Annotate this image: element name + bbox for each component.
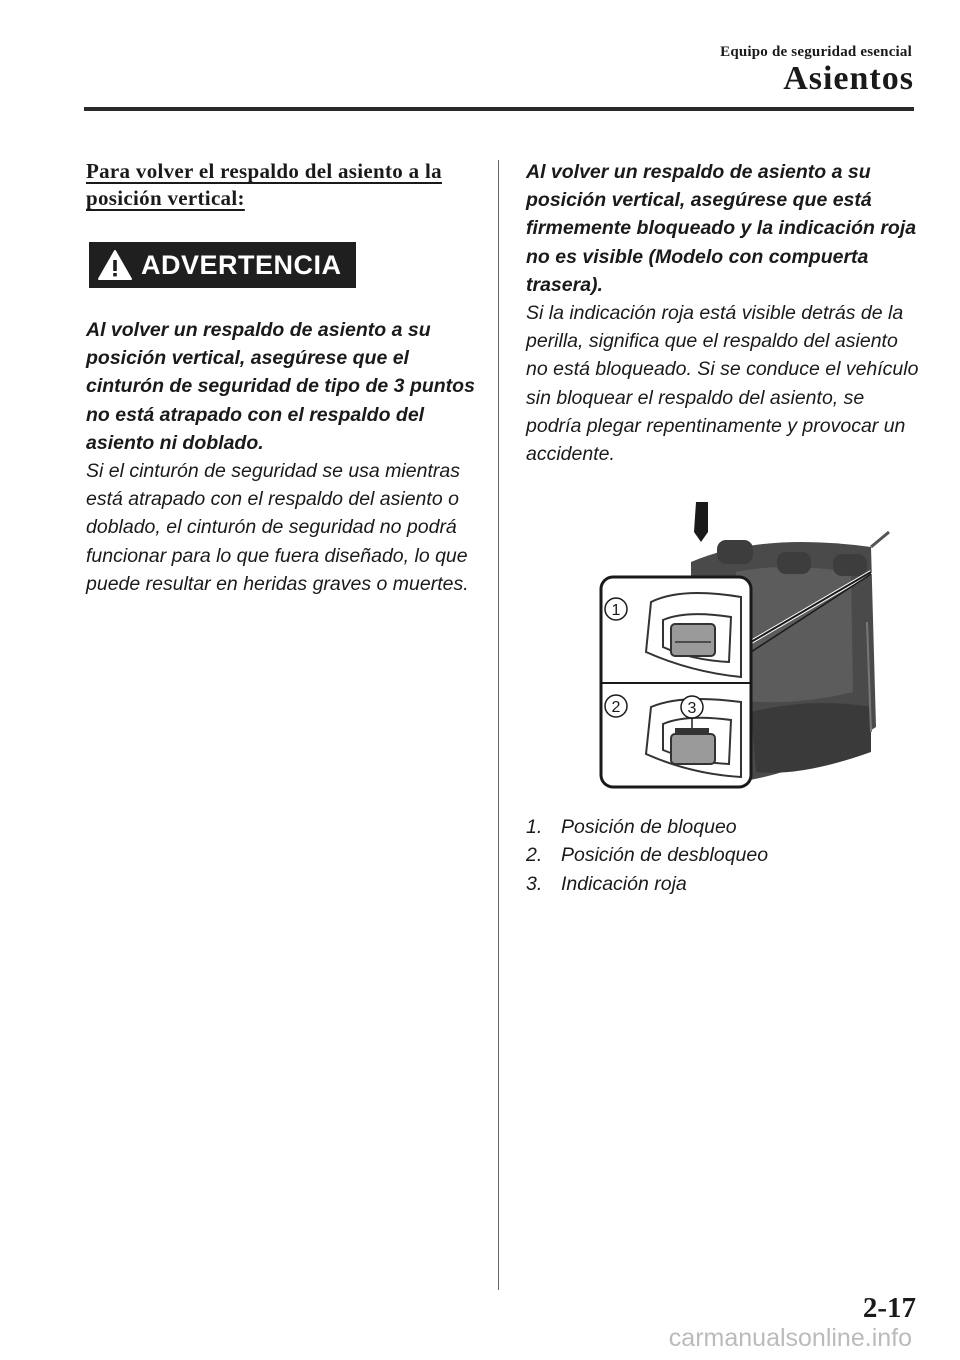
procedure-heading: Para volver el respaldo del asiento a la posición vertical: — [86, 159, 442, 210]
legend-item: 2. Posición de desbloqueo — [526, 844, 769, 867]
left-column — [86, 158, 481, 598]
chapter-title: Asientos — [783, 60, 914, 97]
rear-seat-illustration — [571, 502, 901, 792]
warning-banner — [89, 242, 356, 288]
right-column — [526, 158, 921, 898]
warning-body: Si la indicación roja está visible detrás de la perilla, significa que el respaldo del asiento no está bloqueado. Si se conduce el vehículo sin bloquear el respaldo del asiento, se podría plegar repentinamente y provocar un accidente. — [526, 302, 919, 466]
page-number: 2-17 — [862, 1292, 916, 1324]
svg-text:2: 2 — [611, 699, 621, 717]
svg-text:1: 1 — [611, 602, 621, 620]
warning-label: ADVERTENCIA — [141, 249, 342, 280]
legend-item: 1. Posición de bloqueo — [526, 816, 737, 839]
section-title: Equipo de seguridad esencial — [720, 44, 912, 60]
warning-text — [86, 316, 481, 598]
figure-legend — [526, 813, 921, 898]
warning-emphasis: Al volver un respaldo de asiento a su posición vertical, asegúrese que está firmemente bloqueado y la indicación roja no es visible (Modelo con compuerta trasera). — [526, 161, 917, 296]
header-rule — [84, 107, 914, 111]
callout-3 — [681, 696, 703, 718]
warning-body: Si el cinturón de seguridad se usa mientras está atrapado con el respaldo del asiento o doblado, el cinturón de seguridad no podrá funcionar para lo que fuera diseñado, lo que puede resultar en heridas graves o muertes. — [86, 460, 469, 595]
warning-text-continued — [526, 158, 921, 468]
callout-1 — [605, 598, 627, 620]
warning-emphasis: Al volver un respaldo de asiento a su posición vertical, asegúrese que el cinturón de seguridad de tipo de 3 puntos no está atrapado con el respaldo del asiento ni doblado. — [86, 319, 475, 454]
svg-text:3: 3 — [687, 700, 697, 718]
watermark: carmanualsonline.info — [668, 1324, 912, 1352]
warning-triangle-icon — [97, 249, 133, 281]
column-divider — [498, 160, 499, 1290]
legend-item: 3. Indicación roja — [526, 872, 687, 895]
callout-2 — [605, 695, 627, 717]
